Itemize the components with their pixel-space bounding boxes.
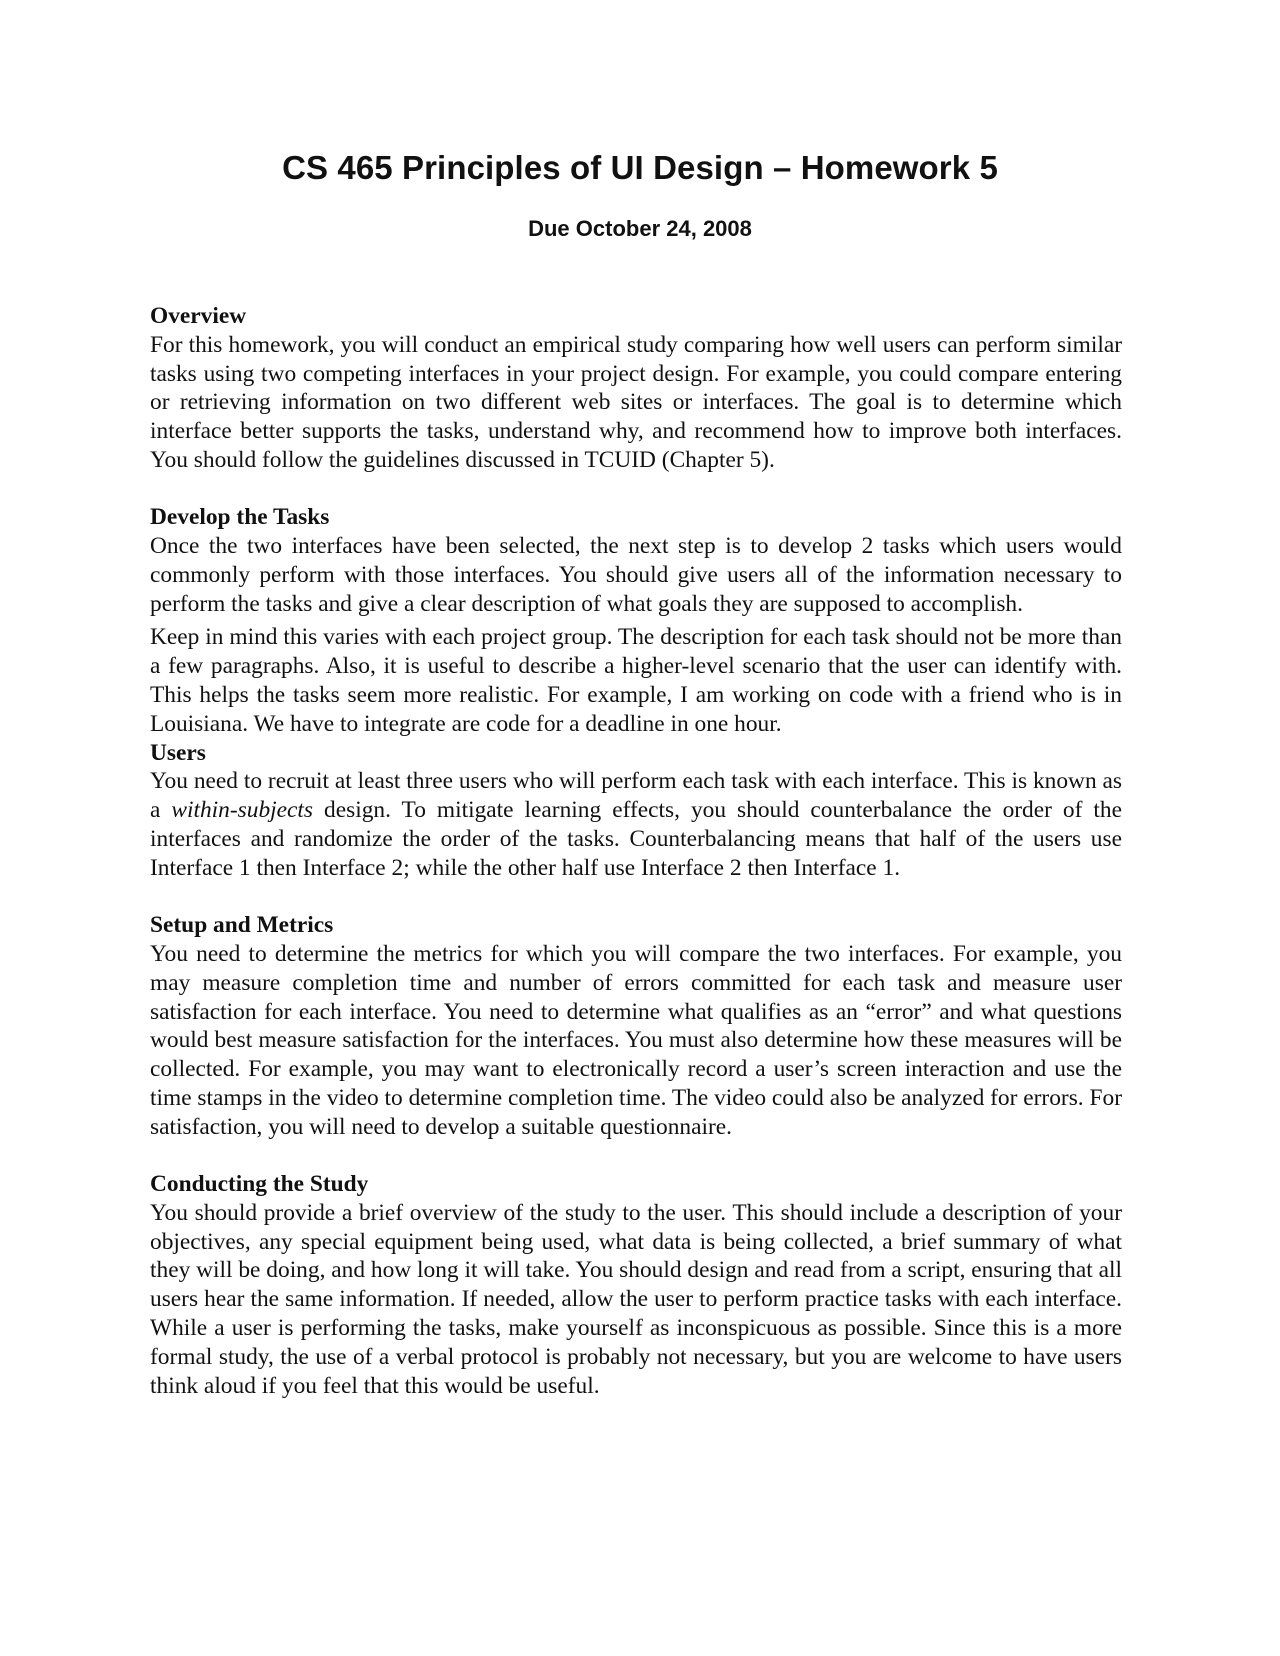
overview-paragraph: For this homework, you will conduct an empirical study comparing how well users can perform similar tasks using two competing interfaces in your project design. For example, you could compare entering or retrieving information on two different web sites or interfaces. The goal is to determine which interface better supports the tasks, understand why, and recommend how to improve both interfaces. You should follow the guidelines discussed in TCUID (Chapter 5).	[150, 331, 1122, 473]
users-paragraph	[150, 767, 1122, 882]
section-heading-overview: Overview	[150, 303, 247, 329]
section-users	[150, 739, 1122, 883]
section-heading-develop-tasks: Develop the Tasks	[150, 504, 330, 531]
page-title: CS 465 Principles of UI Design – Homework 5	[282, 149, 998, 186]
section-heading-users: Users	[150, 739, 206, 766]
develop-tasks-paragraph-1: Once the two interfaces have been selected, the next step is to develop 2 tasks which users would commonly perform with those interfaces. You should give users all of the information necessary to perform the tasks and give a clear description of what goals they are supposed to accomplish.	[150, 533, 1122, 617]
users-text-part-2: design. To mitigate learning effects, you should counterbalance the order of the interfaces and randomize the order of the tasks. Counterbalancing means that half of the users use Interface 1 then Interface 2; while the other half use Interface 2 then Interface 1.	[150, 797, 1122, 881]
section-overview	[150, 302, 1122, 475]
conducting-study-paragraph: You should provide a brief overview of the study to the user. This should include a description of your objectives, any special equipment being used, what data is being collected, a brief summary of what they will be doing, and how long it will take. You should design and read from a script, ensuring that all users hear the same information. If needed, allow the user to perform practice tasks with each interface. While a user is performing the tasks, make yourself as inconspicuous as possible. Since this is a more formal study, the use of a verbal protocol is probably not necessary, but you are welcome to have users think aloud if you feel that this would be useful.	[150, 1199, 1122, 1399]
setup-metrics-paragraph: You need to determine the metrics for which you will compare the two interfaces. For example, you may measure completion time and number of errors committed for each task and measure user satisfaction for each interface. You need to determine what qualifies as an “error” and what questions would best measure satisfaction for the interfaces. You must also determine how these measures will be collected. For example, you may want to electronically record a user’s screen interaction and use the time stamps in the video to determine completion time. The video could also be analyzed for errors. For satisfaction, you will need to develop a suitable questionnaire.	[150, 940, 1122, 1140]
section-heading-conducting-study: Conducting the Study	[150, 1171, 369, 1198]
develop-tasks-paragraph-2: Keep in mind this varies with each project group. The description for each task should not be more than a few paragraphs. Also, it is useful to describe a higher-level scenario that the user can identify with. This helps the tasks seem more realistic. For example, I am working on code with a friend who is in Louisiana. We have to integrate are code for a deadline in one hour.	[150, 624, 1122, 737]
section-setup-metrics	[150, 911, 1122, 1141]
section-heading-setup-metrics: Setup and Metrics	[150, 912, 334, 939]
users-text-emphasis: within-subjects	[171, 797, 314, 824]
section-conducting-study	[150, 1170, 1122, 1400]
users-text-part-1: You need to recruit at least three users who will perform each task with each interface. This is known as a	[150, 768, 1122, 824]
section-develop-tasks	[150, 503, 1122, 738]
document-body	[150, 302, 1122, 1400]
due-date: Due October 24, 2008	[528, 216, 752, 241]
